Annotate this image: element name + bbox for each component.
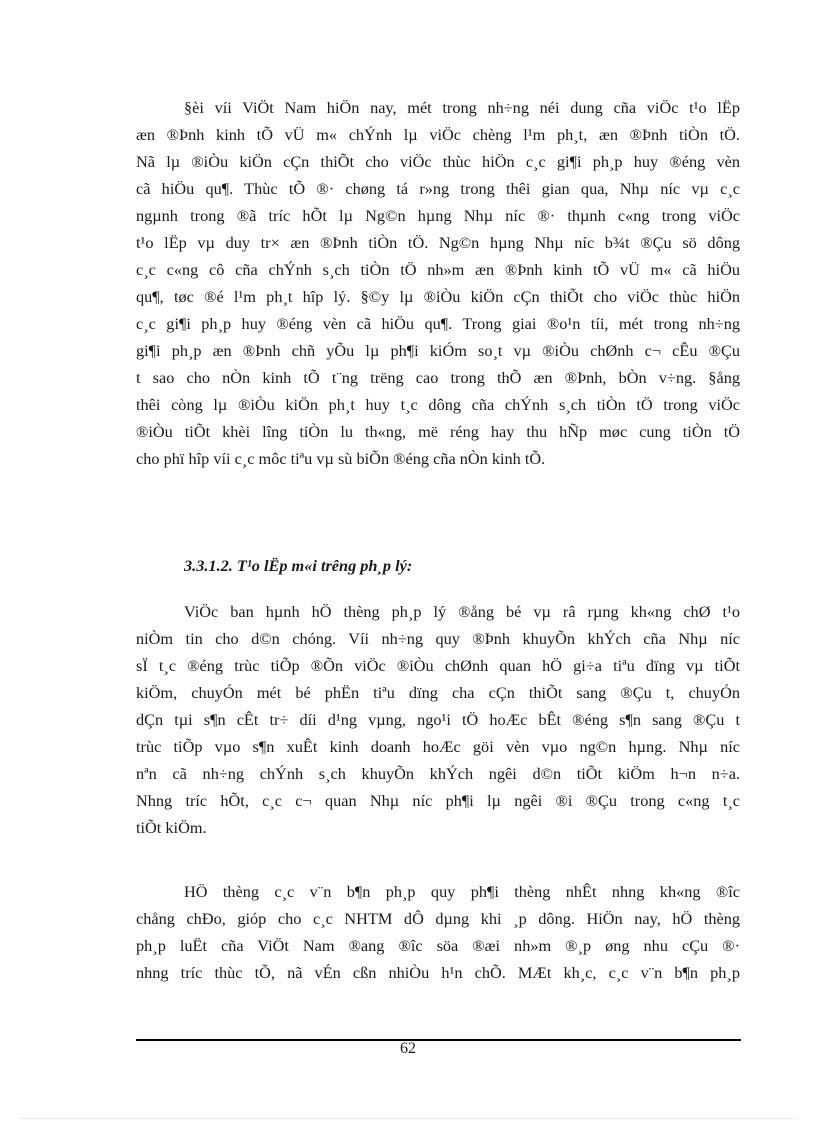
page-number: 62 (400, 1040, 416, 1057)
text-line: thêi còng lµ ®iÒu kiÖn ph¸t huy t¸c dông cña chÝnh s¸ch tiÒn tÖ trong viÖc (136, 395, 740, 414)
text-line: ngµnh trong ®ã tríc hÕt lµ Ng©n hµng Nhµ níc ®· thµnh c«ng trong viÖc (136, 206, 740, 225)
text-line: c¸c gi¶i ph¸p huy ®éng vèn cã hiÖu qu¶. Trong giai ®o¹n tíi, mét trong nh÷ng (136, 314, 740, 333)
text-line: tiÕt kiÖm. (136, 818, 207, 837)
text-line: ViÖc ban hµnh hÖ thèng ph¸p lý ®ång bé vµ râ rµng kh«ng chØ t¹o (184, 602, 740, 621)
text-line: chång chÐo, gióp cho c¸c NHTM dÔ dµng khi ¸p dông. HiÖn nay, hÖ thèng (136, 909, 740, 928)
text-line: c¸c c«ng cô cña chÝnh s¸ch tiÒn tÖ nh»m æn ®Þnh kinh tÕ vÜ m« cã hiÖu (136, 260, 740, 279)
text-line: ®iÒu tiÕt khèi lîng tiÒn lu th«ng, më réng hay thu hÑp møc cung tiÒn tÖ (136, 422, 740, 441)
text-line: Nhng tríc hÕt, c¸c c¬ quan Nhµ níc ph¶i lµ ngêi ®i ®Çu trong c«ng t¸c (136, 791, 740, 810)
text-line: t sao cho nÒn kinh tÕ t¨ng trëng cao trong thÕ æn ®Þnh, bÒn v÷ng. §ång (136, 368, 740, 387)
page-bottom-border (20, 1118, 796, 1119)
text-line: HÖ thèng c¸c v¨n b¶n ph¸p quy ph¶i thèng nhÊt nhng kh«ng ®îc (184, 882, 740, 901)
text-line: ph¸p luËt cña ViÖt Nam ®ang ®îc söa ®æi nh»m ®¸p øng nhu cÇu ®· (136, 936, 740, 955)
text-line: trùc tiÕp vµo s¶n xuÊt kinh doanh hoÆc göi vèn vµo ng©n hµng. Nhµ níc (136, 737, 740, 756)
text-line: cho phï hîp víi c¸c môc tiªu vµ sù biÕn ®éng cña nÒn kinh tÕ. (136, 449, 546, 468)
text-line: nªn cã nh÷ng chÝnh s¸ch khuyÕn khÝch ngêi d©n tiÕt kiÖm h¬n n÷a. (136, 764, 740, 783)
text-line: §èi víi ViÖt Nam hiÖn nay, mét trong nh÷ng néi dung cña viÖc t¹o lËp (184, 98, 740, 117)
text-line: dÇn tµi s¶n cÊt tr÷ díi d¹ng vµng, ngo¹i tÖ hoÆc bÊt ®éng s¶n sang ®Çu t (136, 710, 740, 729)
text-line: niÒm tin cho d©n chóng. Víi nh÷ng quy ®Þnh khuyÕn khÝch cña Nhµ níc (136, 629, 740, 648)
section-heading: 3.3.1.2. T¹o lËp m«i trêng ph¸p lý: (184, 556, 413, 575)
text-line: qu¶, tøc ®é l¹m ph¸t hîp lý. §©y lµ ®iÒu kiÖn cÇn thiÕt cho viÖc thùc hiÖn (136, 287, 740, 306)
text-line: sÏ t¸c ®éng trùc tiÕp ®Õn viÖc ®iÒu chØnh quan hÖ gi÷a tiªu dïng vµ tiÕt (136, 656, 740, 675)
text-line: nhng tríc thùc tÕ, nã vÉn cßn nhiÒu h¹n chÕ. MÆt kh¸c, c¸c v¨n b¶n ph¸p (136, 963, 740, 982)
text-line: t¹o lËp vµ duy tr× æn ®Þnh tiÒn tÖ. Ng©n hµng Nhµ níc b¾t ®Çu sö dông (136, 233, 740, 252)
text-line: cã hiÖu qu¶. Thùc tÕ ®· chøng tá r»ng trong thêi gian qua, Nhµ níc vµ c¸c (136, 179, 740, 198)
text-line: æn ®Þnh kinh tÕ vÜ m« chÝnh lµ viÖc chèng l¹m ph¸t, æn ®Þnh tiÒn tÖ. (136, 125, 740, 144)
text-line: Nã lµ ®iÒu kiÖn cÇn thiÕt cho viÖc thùc hiÖn c¸c gi¶i ph¸p huy ®éng vèn (136, 152, 740, 171)
text-line: kiÖm, chuyÓn mét bé phËn tiªu dïng cha cÇn thiÕt sang ®Çu t, chuyÓn (136, 683, 740, 702)
text-line: gi¶i ph¸p æn ®Þnh chñ yÕu lµ ph¶i kiÓm so¸t vµ ®iÒu chØnh c¬ cÊu ®Çu (136, 341, 740, 360)
